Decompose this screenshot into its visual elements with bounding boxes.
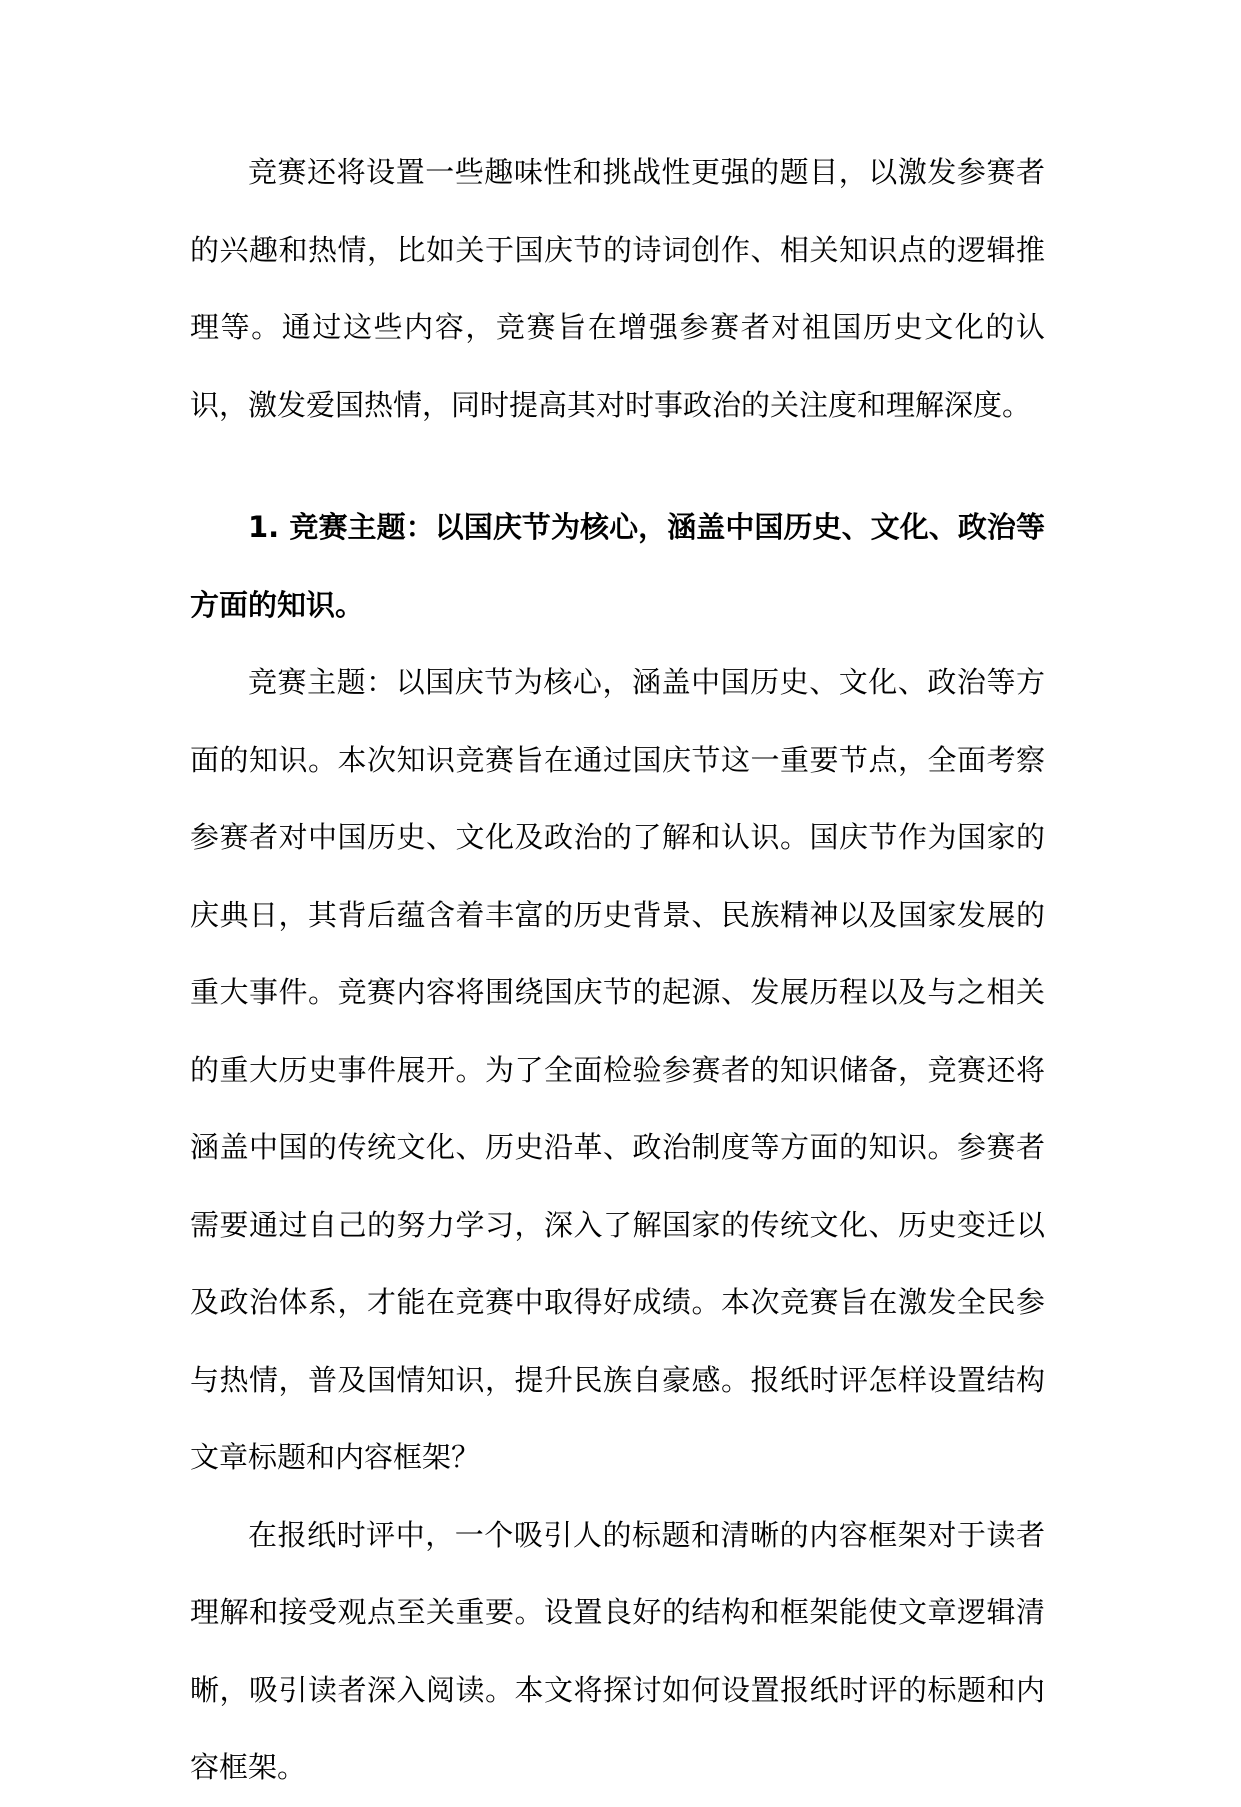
section-heading bbox=[190, 489, 1045, 644]
body-paragraph-3: 在报纸时评中，一个吸引人的标题和清晰的内容框架对于读者理解和接受观点至关重要。设置良好的结构和框架能使文章逻辑清晰，吸引读者深入阅读。本文将探讨如何设置报纸时评的标题和内容框架。 bbox=[190, 1517, 1045, 1784]
section-heading-number: 1. bbox=[248, 510, 280, 544]
section-heading-text: 竞赛主题：以国庆节为核心，涵盖中国历史、文化、政治等方面的知识。 bbox=[190, 510, 1045, 622]
body-paragraph-2: 竞赛主题：以国庆节为核心，涵盖中国历史、文化、政治等方面的知识。本次知识竞赛旨在通过国庆节这一重要节点，全面考察参赛者对中国历史、文化及政治的了解和认识。国庆节作为国家的庆典日，其背后蕴含着丰富的历史背景、民族精神以及国家发展的重大事件。竞赛内容将围绕国庆节的起源、发展历程以及与之相关的重大历史事件展开。为了全面检验参赛者的知识储备，竞赛还将涵盖中国的传统文化、历史沿革、政治制度等方面的知识。参赛者需要通过自己的努力学习，深入了解国家的传统文化、历史变迁以及政治体系，才能在竞赛中取得好成绩。本次竞赛旨在激发全民参与热情，普及国情知识，提升民族自豪感。报纸时评怎样设置结构文章标题和内容框架？ bbox=[190, 665, 1045, 1474]
body-paragraph-1: 竞赛还将设置一些趣味性和挑战性更强的题目，以激发参赛者的兴趣和热情，比如关于国庆节的诗词创作、相关知识点的逻辑推理等。通过这些内容，竞赛旨在增强参赛者对祖国历史文化的认识，激发爱国热情，同时提高其对时事政治的关注度和理解深度。 bbox=[190, 155, 1045, 422]
